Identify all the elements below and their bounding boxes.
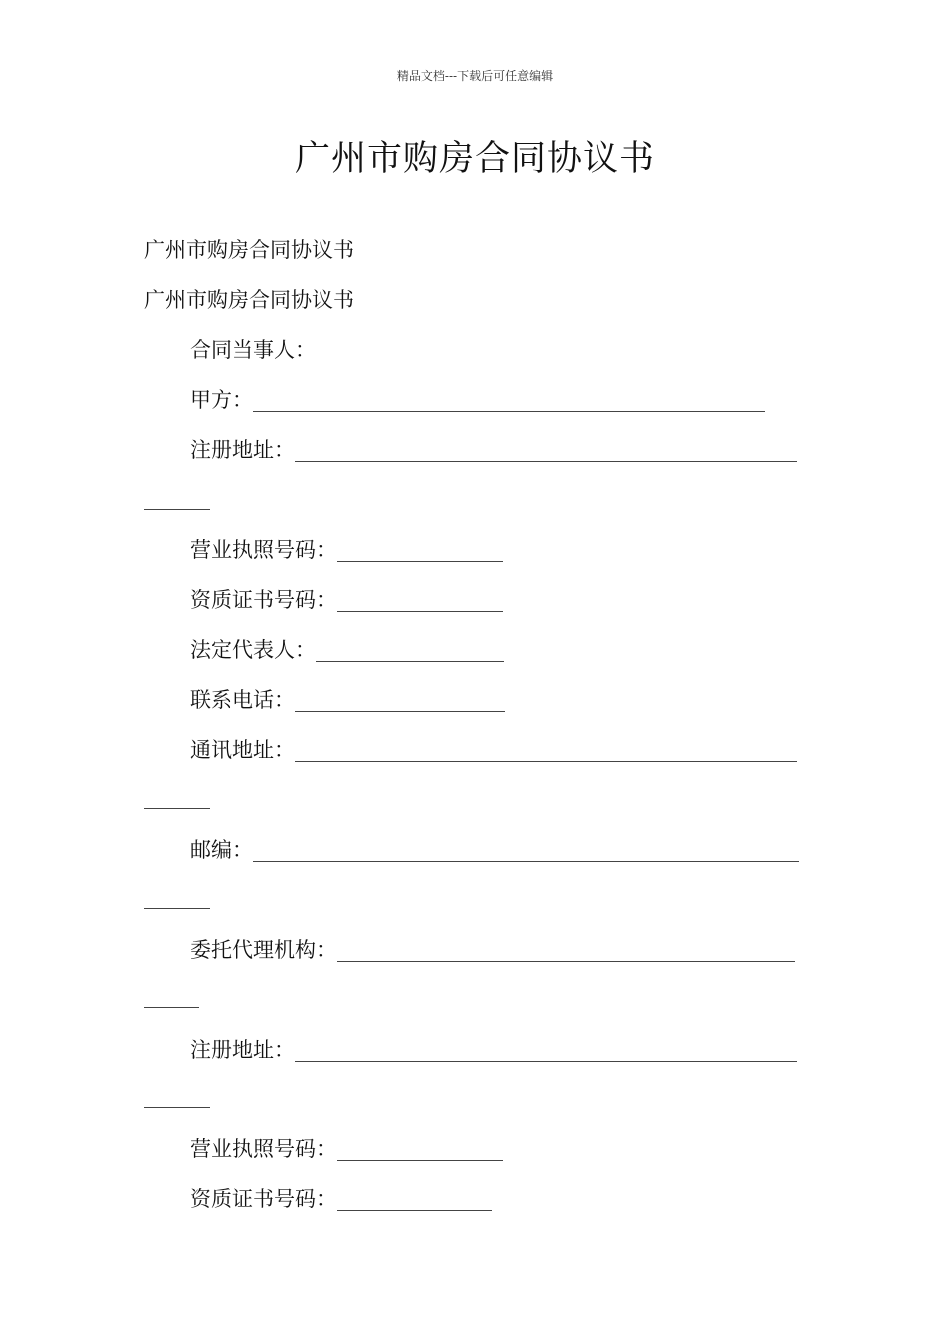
field-label: 资质证书号码： xyxy=(190,588,337,612)
field-license-no-1 xyxy=(190,536,503,564)
field-mail-address xyxy=(190,736,797,764)
phone-blank[interactable] xyxy=(295,691,505,712)
field-qualification-no-2 xyxy=(190,1185,492,1213)
field-phone xyxy=(190,686,505,714)
reg-address-1-blank[interactable] xyxy=(295,441,797,462)
field-party-a xyxy=(190,386,765,414)
field-license-no-2 xyxy=(190,1135,503,1163)
document-title: 广州市购房合同协议书 xyxy=(294,139,655,179)
legal-rep-blank[interactable] xyxy=(316,641,504,662)
intro-line-1: 广州市购房合同协议书 xyxy=(144,238,354,262)
field-label: 邮编： xyxy=(190,838,253,862)
postcode-blank-wrap[interactable] xyxy=(144,907,210,909)
license-no-2-blank[interactable] xyxy=(337,1140,503,1161)
field-label: 甲方： xyxy=(190,388,253,412)
field-legal-rep xyxy=(190,636,504,664)
field-label: 法定代表人： xyxy=(190,638,316,662)
postcode-blank[interactable] xyxy=(253,841,799,862)
reg-address-1-blank-wrap[interactable] xyxy=(144,508,210,510)
field-reg-address-1 xyxy=(190,436,797,464)
agency-blank-wrap[interactable] xyxy=(144,1006,199,1008)
party-a-blank[interactable] xyxy=(253,391,765,412)
section-label-parties: 合同当事人： xyxy=(190,338,316,362)
field-postcode xyxy=(190,836,799,864)
field-label: 委托代理机构： xyxy=(190,938,337,962)
field-label: 注册地址： xyxy=(190,1038,295,1062)
intro-line-2: 广州市购房合同协议书 xyxy=(144,288,354,312)
license-no-1-blank[interactable] xyxy=(337,541,503,562)
field-label: 资质证书号码： xyxy=(190,1187,337,1211)
field-label: 注册地址： xyxy=(190,438,295,462)
field-label: 营业执照号码： xyxy=(190,538,337,562)
field-agency xyxy=(190,936,795,964)
reg-address-2-blank-wrap[interactable] xyxy=(144,1106,210,1108)
qualification-no-2-blank[interactable] xyxy=(337,1190,492,1211)
field-label: 通讯地址： xyxy=(190,738,295,762)
field-reg-address-2 xyxy=(190,1036,797,1064)
qualification-no-1-blank[interactable] xyxy=(337,591,503,612)
field-qualification-no-1 xyxy=(190,586,503,614)
mail-address-blank[interactable] xyxy=(295,741,797,762)
agency-blank[interactable] xyxy=(337,941,795,962)
header-note: 精品文档---下载后可任意编辑 xyxy=(396,69,554,83)
field-label: 营业执照号码： xyxy=(190,1137,337,1161)
mail-address-blank-wrap[interactable] xyxy=(144,807,210,809)
reg-address-2-blank[interactable] xyxy=(295,1041,797,1062)
field-label: 联系电话： xyxy=(190,688,295,712)
